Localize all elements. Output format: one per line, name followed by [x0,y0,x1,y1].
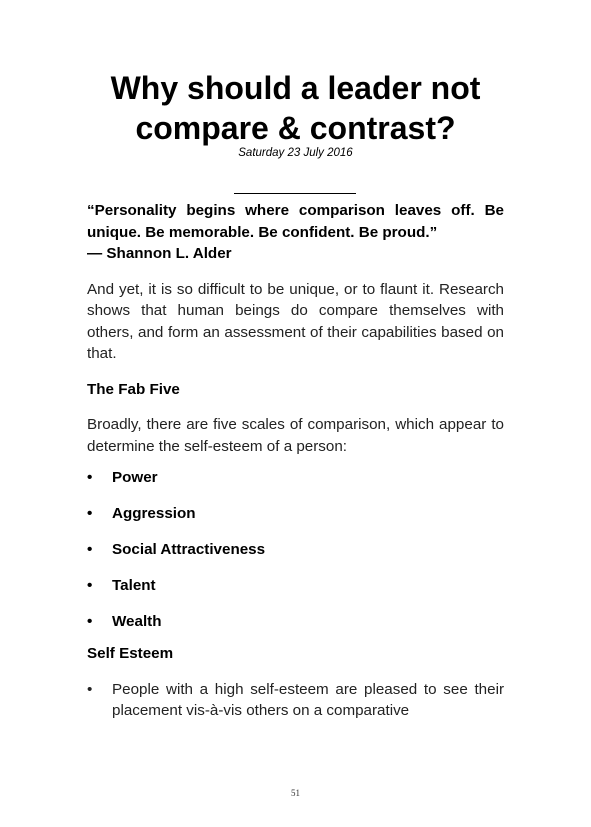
list-item [87,611,504,633]
list-item [87,575,504,597]
section-intro: Broadly, there are five scales of comparison, which appear to determine the self-esteem of a person: [87,416,504,455]
bullet-icon: • [87,541,93,558]
comparison-scales-list [87,467,504,633]
bullet-icon: • [87,505,93,522]
bullet-icon: • [87,613,93,630]
section-heading-fab-five: The Fab Five [87,380,180,398]
bullet-icon: • [87,469,93,486]
body-paragraph: And yet, it is so difficult to be unique, or to flaunt it. Research shows that human beings do compare themselves with others, and form an assessment of their capabilities based on that. [87,280,504,362]
publication-date: Saturday 23 July 2016 [238,147,353,159]
list-item [87,539,504,561]
quote-author: — Shannon L. Alder [87,245,232,262]
quote-text: “Personality begins where comparison leaves off. Be unique. Be memorable. Be confident. Be proud.” [87,202,504,241]
list-item [87,679,504,722]
self-esteem-list [87,679,504,722]
epigraph-quote [87,200,504,265]
list-item-label: Talent [112,577,156,594]
list-item-label: Social Attractiveness [112,541,266,558]
list-item [87,503,504,525]
list-item-label: Wealth [112,613,162,630]
list-item [87,467,504,489]
page-number: 51 [291,788,300,798]
page-title: Why should a leader not compare & contrast? [110,70,481,146]
list-item-label: Power [112,469,158,486]
title-divider [234,193,356,194]
list-item-label: Aggression [112,505,196,522]
article-body [87,200,504,722]
section-heading-self-esteem: Self Esteem [87,645,174,662]
bullet-icon: • [87,577,93,594]
bullet-icon: • [87,680,93,698]
list-item-text: People with a high self-esteem are pleased to see their placement vis-à-vis others on a comparative [112,680,504,719]
